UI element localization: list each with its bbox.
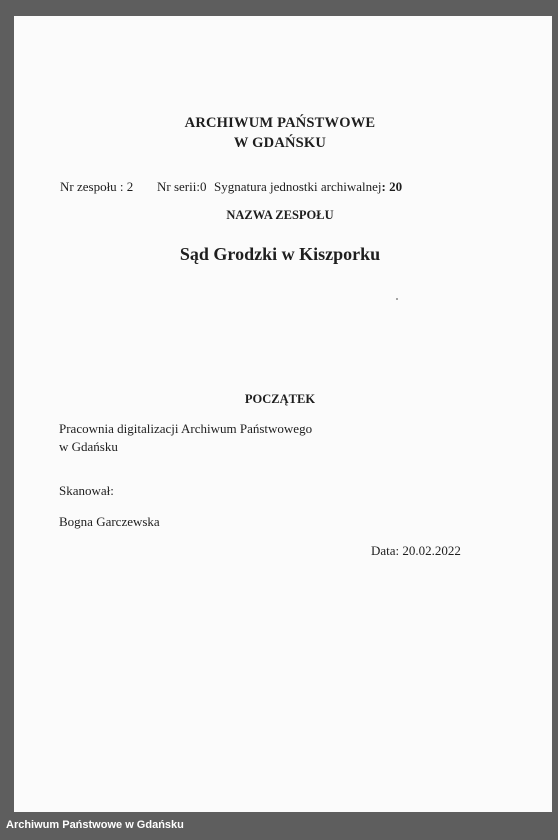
archive-name-line1: ARCHIWUM PAŃSTWOWE (184, 115, 376, 131)
scan-date: Data: 20.02.2022 (371, 543, 461, 558)
document-page (14, 16, 552, 812)
digitization-lab-line1: Pracownia digitalizacji Archiwum Państwowego (59, 421, 313, 436)
fond-name-title: Sąd Grodzki w Kiszporku (179, 244, 381, 264)
fond-number: Nr zespołu : 2 (60, 179, 134, 194)
scanned-by-label: Skanował: (59, 483, 114, 498)
signature-value: : 20 (381, 179, 403, 194)
series-number: Nr serii:0 (157, 179, 207, 194)
footer-caption: Archiwum Państwowe w Gdańsku (6, 819, 184, 831)
archive-name-line2: W GDAŃSKU (233, 135, 327, 151)
scanner-name: Bogna Garczewska (59, 514, 160, 529)
fond-name-heading: NAZWA ZESPOŁU (226, 208, 334, 222)
start-heading: POCZĄTEK (244, 392, 316, 406)
scan-speck (396, 298, 398, 300)
signature-label: Sygnatura jednostki archiwalnej (214, 179, 382, 194)
signature (214, 179, 402, 195)
digitization-lab-line2: w Gdańsku (59, 439, 118, 454)
